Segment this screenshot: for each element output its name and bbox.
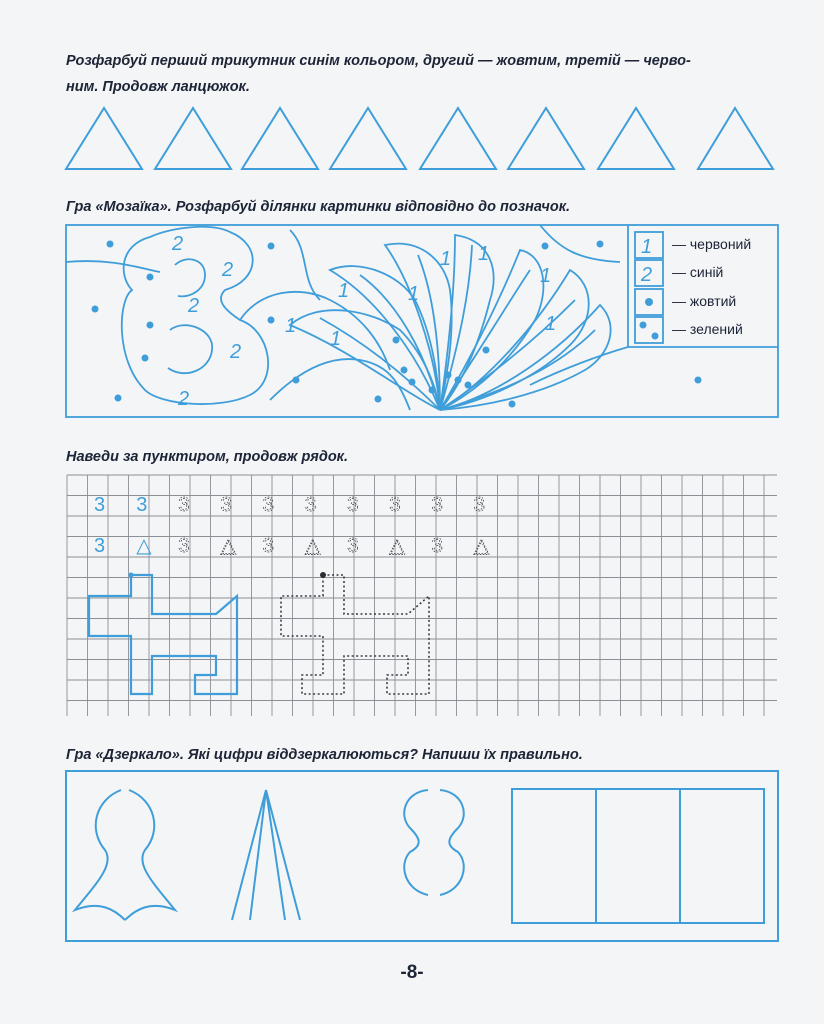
task-2-title: Гра «Мозаїка». Розфарбуй ділянки картинки відповідно до позначок. [66,199,571,215]
trace-glyph[interactable]: 3 [178,494,190,516]
mosaic-mark-1e: 1 [440,248,452,270]
task-3-title: Наведи за пунктиром, продовж рядок. [66,449,349,465]
trace-glyph[interactable]: △ [220,535,236,557]
answer-box-1[interactable] [512,789,596,923]
mosaic-mark-1d: 1 [408,283,420,305]
legend-label-green: — зелений [672,321,743,337]
mosaic-mark-1h: 1 [545,313,557,335]
mosaic-mark-2c: 2 [188,295,200,317]
trace-glyph[interactable]: 3 [220,494,232,516]
trace-glyph[interactable]: 3 [178,535,190,557]
trace-glyph[interactable]: 3 [431,535,443,557]
task-4-title: Гра «Дзеркало». Які цифри віддзеркалюються? Напиши їх правильно. [66,747,583,763]
legend-label-blue: — синій [672,264,724,280]
trace-glyph[interactable]: 3 [389,494,401,516]
mosaic-mark-1b: 1 [330,328,342,350]
trace-glyph[interactable]: 3 [347,494,359,516]
trace-glyph[interactable]: △ [389,535,405,557]
legend-label-yellow: — жовтий [672,293,737,309]
trace-glyph[interactable]: 3 [431,494,443,516]
answer-box-2[interactable] [596,789,680,923]
mosaic-mark-2e: 2 [178,388,190,410]
legend-label-red: — червоний [672,236,752,252]
task-1-line-1: Розфарбуй перший трикутник синім кольором, другий — жовтим, третій — черво- [66,53,691,69]
mosaic-mark-1c: 1 [338,280,350,302]
mirrored-3-pair [404,790,464,895]
trace-glyph[interactable]: 3 [262,494,274,516]
mirror-frame [66,771,778,941]
trace-glyph[interactable]: 3 [94,494,106,516]
mosaic-mark-2d: 2 [230,341,242,363]
trace-glyph[interactable]: 3 [473,494,485,516]
mosaic-mark-1f: 1 [478,243,490,265]
task-1-line-2: ним. Продовж ланцюжок. [66,79,250,95]
trace-glyph[interactable]: △ [136,535,152,557]
answer-box-3[interactable] [680,789,764,923]
trace-glyph[interactable]: △ [473,535,490,557]
mosaic-mark-2b: 2 [222,259,234,281]
mosaic-mark-1g: 1 [540,265,552,287]
page-number: -8- [400,962,424,983]
trace-glyph[interactable]: 3 [305,494,317,516]
mosaic-mark-2a: 2 [172,233,184,255]
trace-glyph[interactable]: 3 [262,535,274,557]
legend-mark-1: 1 [641,236,653,258]
legend-mark-2: 2 [641,264,653,286]
trace-glyph[interactable]: 3 [347,535,359,557]
mirrored-1-pair [232,790,300,920]
trace-glyph[interactable]: △ [305,535,321,557]
trace-glyph[interactable]: 3 [136,494,148,516]
mosaic-mark-1a: 1 [285,315,297,337]
mirrored-2-pair [75,790,175,920]
trace-glyph[interactable]: 3 [94,535,106,557]
